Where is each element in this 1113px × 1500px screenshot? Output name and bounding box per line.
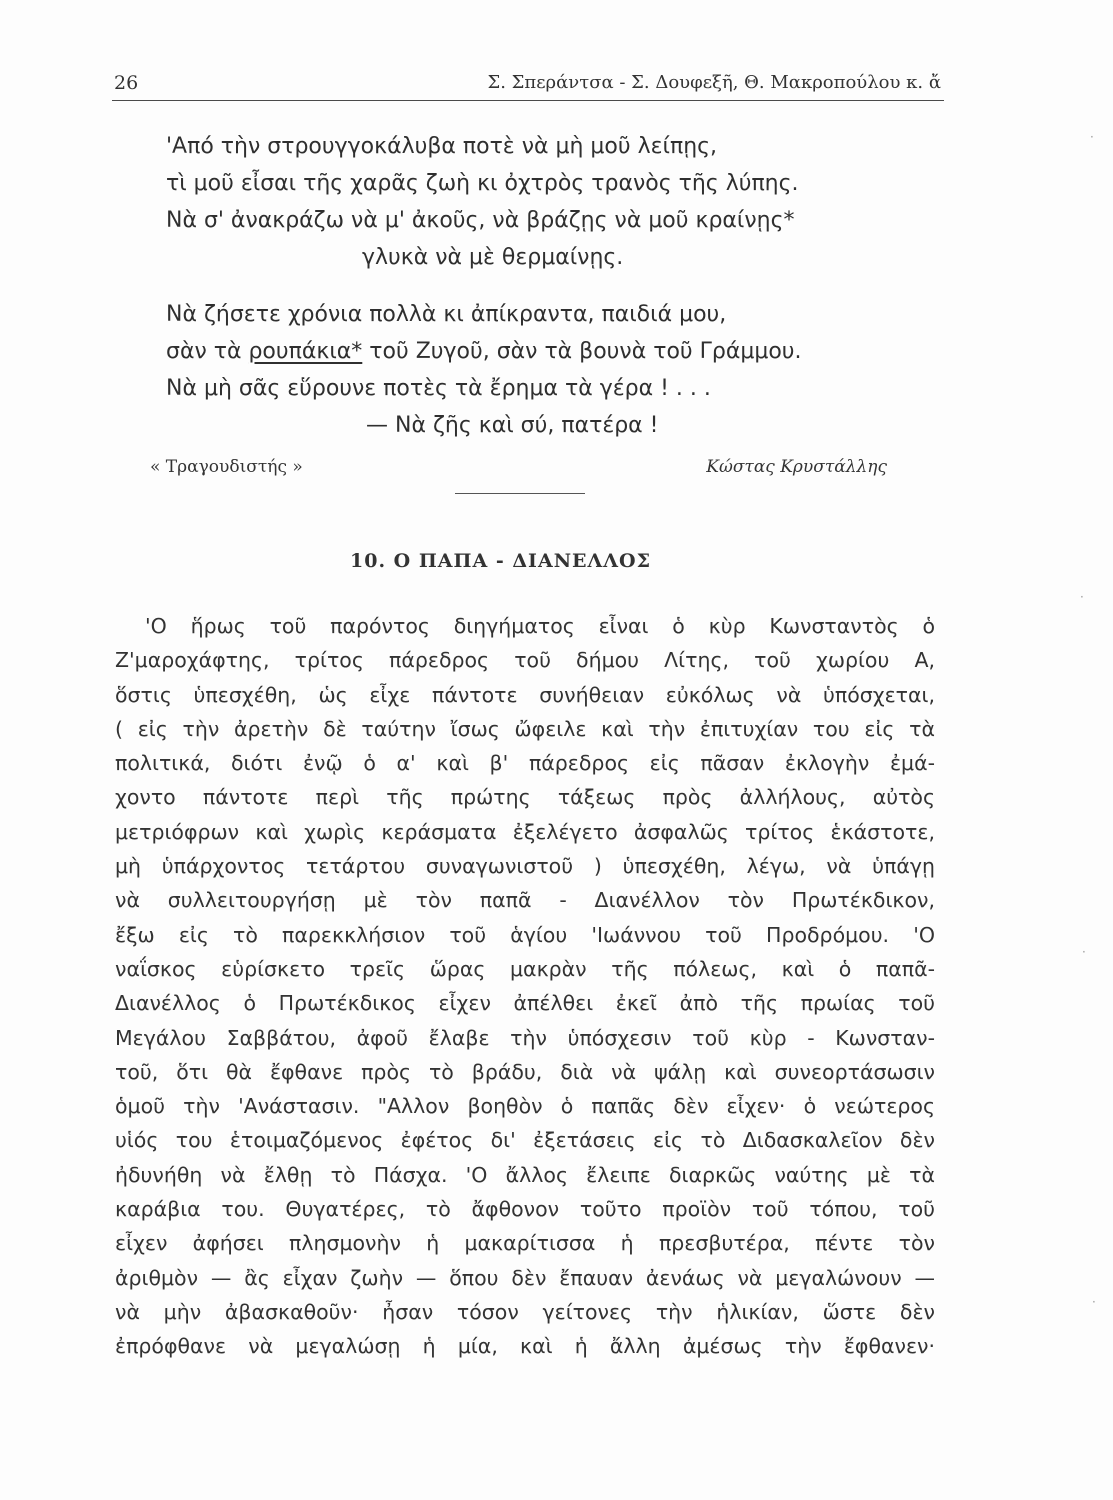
body-line: μὴ ὑπάρχοντος τετάρτου συναγωνιστοῦ ) ὑπεσχέθη, λέγω, νὰ ὑπάγῃ <box>115 854 935 879</box>
body-line: ( εἰς τὴν ἀρετὴν δὲ ταύτην ἴσως ὤφειλε καὶ τὴν ἐπιτυχίαν του εἰς τὰ <box>115 716 935 741</box>
body-line: τοῦ, ὅτι θὰ ἔφθανε πρὸς τὸ βράδυ, διὰ νὰ ψάλῃ καὶ συνεορτάσωσιν <box>115 1059 935 1084</box>
body-line: ἀριθμὸν — ἂς εἶχαν ζωὴν — ὅπου δὲν ἔπαυαν ἀενάως νὰ μεγαλώνουν — <box>115 1265 935 1290</box>
header-rule <box>112 100 944 101</box>
body-line: νὰ μὴν ἀβασκαθοῦν· ἦσαν τόσον γείτονες τὴν ἡλικίαν, ὥστε δὲν <box>115 1299 935 1324</box>
poem-line: τὶ μοῦ εἶσαι τῆς χαρᾶς ζωὴ κι ὀχτρὸς τρανὸς τῆς λύπης. <box>166 171 799 196</box>
poem <box>166 128 926 444</box>
chapter-heading: 10. Ο ΠΑΠΑ - ΔΙΑΝΕΛΛΟΣ <box>350 550 652 572</box>
poem-line <box>166 333 926 370</box>
body-line: ὅστις ὑπεσχέθη, ὡς εἶχε πάντοτε συνήθειαν εὐκόλως νὰ ὑπόσχεται, <box>115 682 935 707</box>
poem-text: σὰν τὰ <box>166 339 249 364</box>
poem-line: 'Από τὴν στρουγγοκάλυβα ποτὲ νὰ μὴ μοῦ λείπῃς, <box>166 134 718 159</box>
poem-line: γλυκὰ νὰ μὲ θερμαίνῃς. <box>362 245 624 270</box>
body-line: Μεγάλου Σαββάτου, ἀφοῦ ἔλαβε τὴν ὑπόσχεσιν τοῦ κὺρ - Κωνσταν- <box>115 1025 935 1050</box>
running-header-title: Σ. Σπεράντσα - Σ. Δουφεξῆ, Θ. Μακροπούλου κ. ἄ <box>487 72 941 93</box>
body-line: νὰ συλλειτουργήσῃ μὲ τὸν παπᾶ - Διανέλλον τὸν Πρωτέκδικον, <box>115 888 935 913</box>
scan-speck: · <box>1092 1295 1096 1309</box>
body-line: ὁμοῦ τὴν 'Ανάστασιν. "Αλλον βοηθὸν ὁ παπᾶς δὲν εἶχεν· ὁ νεώτερος <box>115 1094 935 1119</box>
body-line: υἱός του ἑτοιμαζόμενος ἐφέτος δι' ἐξετάσεις εἰς τὸ Διδασκαλεῖον δὲν <box>115 1128 935 1153</box>
body-line: Διανέλλος ὁ Πρωτέκδικος εἶχεν ἀπέλθει ἐκεῖ ἀπὸ τῆς πρωίας τοῦ <box>115 991 935 1016</box>
author-attribution: Κώστας Κρυστάλλης <box>706 457 887 477</box>
stanza-gap <box>166 276 926 296</box>
body-line: πολιτικά, διότι ἐνῷ ὁ α' καὶ β' πάρεδρος εἰς πᾶσαν ἐκλογὴν ἐμά- <box>115 751 935 776</box>
body-line: χοντο πάντοτε περὶ τῆς πρώτης τάξεως πρὸς ἀλλήλους, αὐτὸς <box>115 785 935 810</box>
body-line: ἔξω εἰς τὸ παρεκκλήσιον τοῦ ἁγίου 'Ιωάννου τοῦ Προδρόμου. 'Ο <box>115 922 935 947</box>
chapter-body <box>115 609 935 1364</box>
body-line: ἠδυνήθη νὰ ἔλθῃ τὸ Πάσχα. 'Ο ἄλλος ἔλειπε διαρκῶς ναύτης μὲ τὰ <box>115 1162 935 1187</box>
poem-text: τοῦ Ζυγοῦ, σὰν τὰ βουνὰ τοῦ Γράμμου. <box>362 339 802 364</box>
section-divider <box>455 493 585 494</box>
source-attribution: « Τραγουδιστής » <box>150 457 303 477</box>
body-line: μετριόφρων καὶ χωρὶς κεράσματα ἐξελέγετο ἀσφαλῶς τρίτος ἑκάστοτε, <box>115 819 935 844</box>
poem-line: Νὰ σ' ἀνακράζω νὰ μ' ἀκοῦς, νὰ βράζῃς νὰ μοῦ κραίνῃς* <box>166 208 795 233</box>
body-line: ἐπρόφθανε νὰ μεγαλώσῃ ἡ μία, καὶ ἡ ἄλλη ἀμέσως τὴν ἔφθανεν· <box>115 1334 935 1359</box>
poem-line: — Νὰ ζῆς καὶ σύ, πατέρα ! <box>366 413 659 438</box>
body-line: 'Ο ἥρως τοῦ παρόντος διηγήματος εἶναι ὁ κὺρ Κωνσταντὸς ὁ <box>145 614 935 638</box>
body-line: Ζ'μαροχάφτης, τρίτος πάρεδρος τοῦ δήμου Λίτης, τοῦ χωρίου Α, <box>115 648 935 673</box>
scan-speck: · <box>1082 945 1086 959</box>
body-line: εἶχεν ἀφήσει πλησμονὴν ἡ μακαρίτισσα ἡ πρεσβυτέρα, πέντε τὸν <box>115 1231 935 1256</box>
scan-speck: · <box>1080 590 1084 604</box>
body-line: ναΐσκος εὑρίσκετο τρεῖς ὥρας μακρὰν τῆς πόλεως, καὶ ὁ παπᾶ- <box>115 956 935 981</box>
poem-line: Νὰ ζήσετε χρόνια πολλὰ κι ἀπίκραντα, παιδιά μου, <box>166 302 727 327</box>
body-line: καράβια του. Θυγατέρες, τὸ ἄφθονον τοῦτο προϊὸν τοῦ τόπου, τοῦ <box>115 1197 935 1222</box>
footnoted-word: ρουπάκια* <box>248 339 363 364</box>
scan-speck: · <box>1090 130 1094 144</box>
page-number: 26 <box>114 72 139 94</box>
poem-line: Νὰ μὴ σᾶς εὕρουνε ποτὲς τὰ ἔρημα τὰ γέρα ! . . . <box>166 376 711 401</box>
